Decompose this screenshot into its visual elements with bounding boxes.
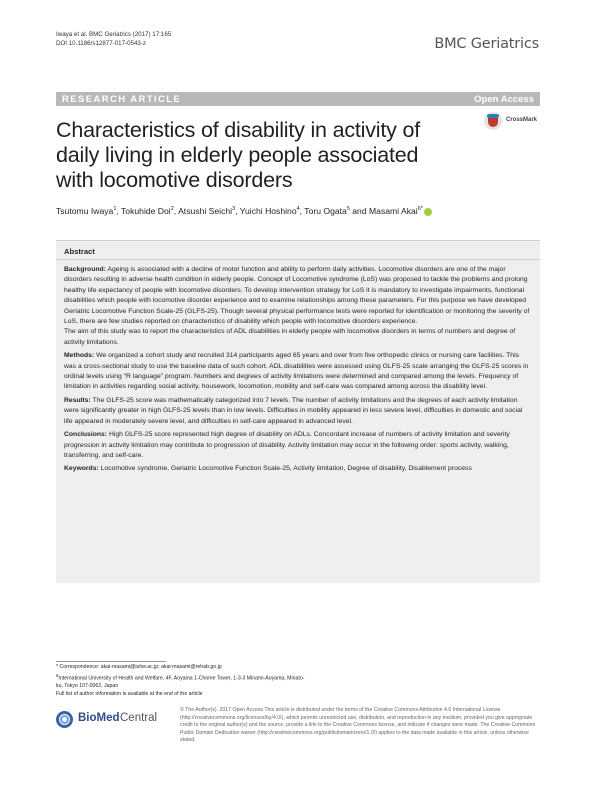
author-name: Tsutomu Iwaya <box>56 206 114 216</box>
crossmark-label: CrossMark <box>506 117 538 123</box>
section-text: The GLFS-25 score was mathematically categorized into 7 levels. The number of activity limitations and the degrees of each activity limitation were significantly greater in high GLFS-25 levels than in low levels. Difficulties in mobility appeared in less severe level, difficulties in domestic and social life appeared in moderately severe level, and difficulties in self-care appeared in advanced level. <box>64 396 523 425</box>
full-author-list-note: Full list of author information is available at the end of the article <box>56 690 203 697</box>
author-affiliation: 1 <box>113 206 117 213</box>
author-affiliation: 4 <box>296 206 300 213</box>
author-name: Atsushi Seichi <box>178 206 233 216</box>
abstract-box <box>56 240 540 583</box>
footnotes <box>56 664 306 698</box>
affiliation-text: International University of Health and Welfare, 4F, Aoyama 1-Chome Tower, 1-3-3 Minami-Aoyama, Minato-ku, Tokyo 107-0062, Japan <box>56 675 305 689</box>
abstract-keywords <box>64 464 532 474</box>
affiliation-mark: 6 <box>56 672 59 678</box>
article-type-band <box>56 92 540 106</box>
section-text: Locomotive syndrome, Geriatric Locomotive Function Scale-25, Activity limitation, Degree of disability, Disablement process <box>100 465 472 473</box>
abstract-divider <box>56 259 540 260</box>
license-text: © The Author(s). 2017 Open Access This article is distributed under the terms of the Creative Commons Attribution 4.0 International License (http://creativecommons.org/licenses/by/4.0/), which permits unrestricted use, distribution, and reproduction in any medium, provided you give appropriate credit to the original author(s) and the source, provide a link to the Creative Commons license, and indicate if changes were made. The Creative Commons Public Domain Dedication waiver (http://creativecommons.org/publicdomain/zero/1.0/) applies to the data made available in this article, unless otherwise stated. <box>180 707 536 744</box>
author-name: Masami Akai <box>369 206 418 216</box>
author-affiliation: 5 <box>346 206 350 213</box>
abstract-heading: Abstract <box>64 247 95 256</box>
footnote-divider <box>56 661 166 662</box>
orcid-icon[interactable] <box>424 208 432 216</box>
biomed-logo-inner <box>60 715 69 724</box>
crossmark-icon <box>484 112 502 130</box>
author-affiliation: 6* <box>417 206 423 213</box>
authors-joiner: and <box>352 206 367 216</box>
section-label: Keywords: <box>64 465 99 473</box>
article-type: RESEARCH ARTICLE <box>62 93 182 105</box>
publisher-name-bold: BioMed <box>78 712 120 724</box>
section-text: We organized a cohort study and recruited 314 participants aged 65 years and over from five orthopedic clinics or nursing care facilities. This was a cross-sectional study to use the baseline data of such cohort. ADL disabilities were assessed using GLFS-25 scale arranging the GLFS-25 scores in ordinal levels using “R language” program. Numbers and degrees of activity limitations were determined and compared among the levels. Frequency of limitation in activities regarding social activity, housework, locomotion, mobility and self-care was compared among across the disability level. <box>64 352 529 391</box>
section-label: Background: <box>64 266 106 273</box>
abstract-background <box>64 265 532 348</box>
author-name: Toru Ogata <box>304 206 347 216</box>
correspondence: * Correspondence: akai-masami@iuhw.ac.jp; akai-masami@rehab.go.jp <box>56 664 222 670</box>
author-affiliation: 3 <box>232 206 236 213</box>
abstract-body <box>64 265 532 478</box>
journal-name: BMC Geriatrics <box>434 36 539 52</box>
publisher-logo <box>56 708 166 730</box>
section-label: Methods: <box>64 352 95 360</box>
affiliation <box>56 672 306 691</box>
abstract-methods <box>64 351 532 393</box>
section-label: Conclusions: <box>64 431 108 439</box>
author-name: Tokuhide Doi <box>121 206 171 216</box>
author-list: Tsutomu Iwaya$^1$, Tokuhide Doi$^2$, Atsushi Seichi$^3$, Yuichi Hoshino$^4$, Toru Ogata$^5$ and Masami Akai$^{6*}$ <box>56 206 496 216</box>
citation-block <box>56 30 171 48</box>
crossmark-button[interactable] <box>484 112 544 132</box>
section-label: Results: <box>64 396 91 404</box>
section-text: High GLFS-25 score represented high degree of disability on ADLs. Concordant increase of numbers of activity limitation and severity progression in activity limitation may contribute to progression of disability. Activity limitation may occur in the following order: sports activity, walking, transferring, and self-care. <box>64 431 510 459</box>
doi: DOI 10.1186/s12877-017-0543-z <box>56 40 147 47</box>
publisher-name-light: Central <box>120 712 158 724</box>
citation: Iwaya et al. BMC Geriatrics (2017) 17:165 <box>56 31 172 38</box>
abstract-results <box>64 396 532 427</box>
section-text: Ageing is associated with a decline of motor function and ability to perform daily activities. Locomotive disorders are one of the major disorders resulting in adverse health condition in elderly people. Concept of Locomotive syndrome (LoS) was proposed to tackle the problems and prolong healthy life expectancy of people with locomotive disorders. To develop intervention strategy for LoS it is mandatory to investigate impairments, functional disabilities which people with locomotive disorder experience and to examine relationships among these parameters. For this purpose we have developed Geriatric Locomotive Function Scale-25 (GLFS-25). Though several physical performance tests were reported for identification or monitoring the severity of LoS, there are few studies reported on characteristics of disability which people with locomotive disorders experience. <box>64 266 530 326</box>
author-affiliation: 2 <box>170 206 174 213</box>
section-text: The aim of this study was to report the characteristics of ADL disabilities in elderly people with locomotive disorders in terms of numbers and degree of activity limitations. <box>64 328 516 346</box>
author-name: Yuichi Hoshino <box>239 206 297 216</box>
abstract-conclusions <box>64 430 532 461</box>
article-title: Characteristics of disability in activity of daily living in elderly people associated with locomotive disorders <box>56 118 420 192</box>
open-access-label: Open Access <box>474 93 534 105</box>
